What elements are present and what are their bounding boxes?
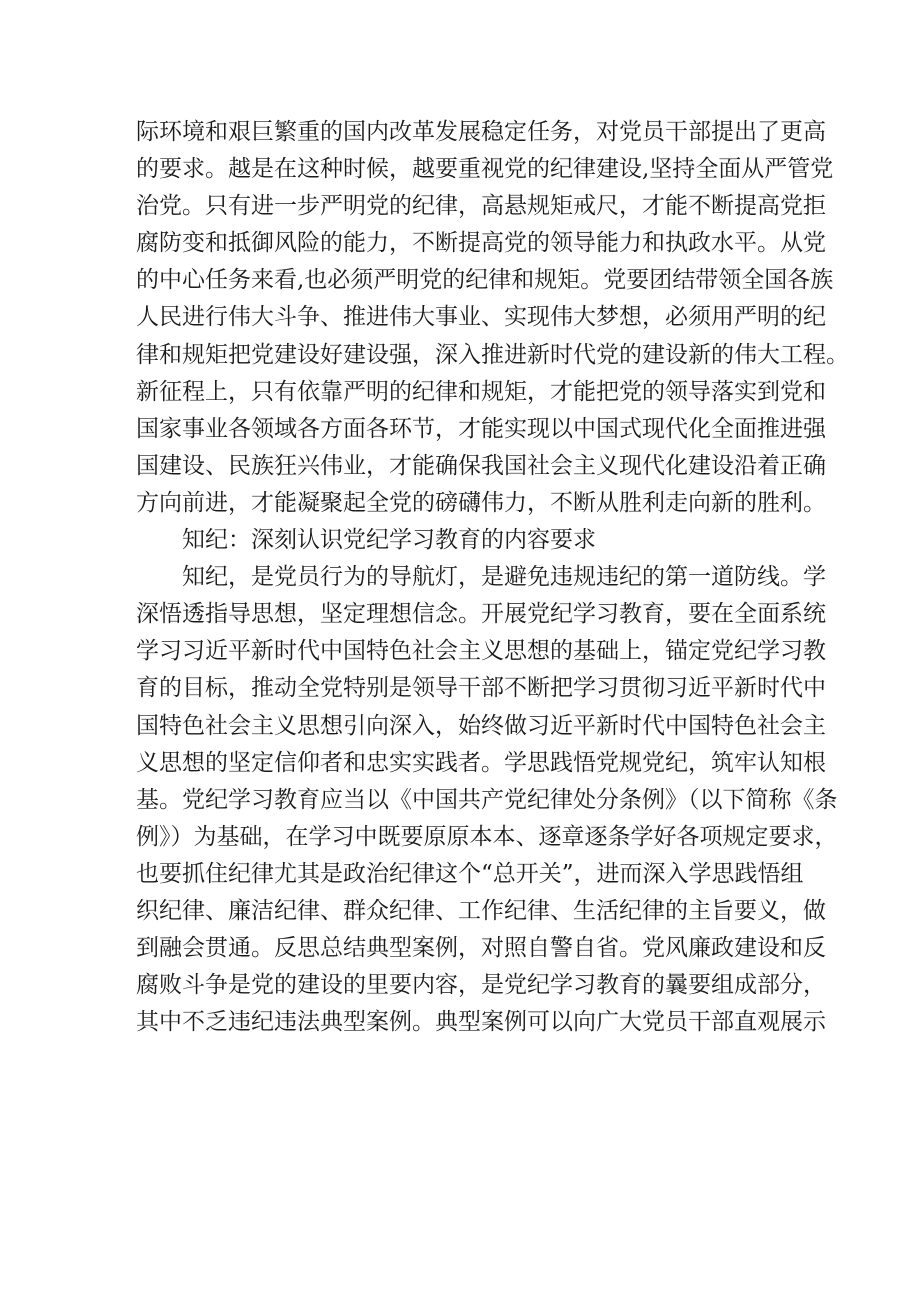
paragraph-first-line: 知纪，是党员行为的导航灯，是避免违规违纪的第一道防线。学 [182, 564, 826, 591]
text-line: 义思想的坚定信仰者和忠实实践者。学思践悟党规党纪，筑牢认知根 [136, 749, 826, 776]
text-line: 方向前进，才能凝聚起全党的磅礴伟力，不断从胜利走向新的胜利。 [136, 489, 826, 516]
text-line: 国家事业各领域各方面各环节，才能实现以中国式现代化全面推进强 [136, 415, 826, 442]
text-line: 基。党纪学习教育应当以《中国共产党纪律处分条例》（以下简称《条 [136, 786, 838, 813]
body-text [136, 114, 849, 1041]
text-line: 织纪律、廉洁纪律、群众纪律、工作纪律、生活纪律的主旨要义，做 [136, 897, 826, 924]
text-line: 腐败斗争是党的建设的里要内容，是党纪学习教育的曩要组成部分， [136, 972, 826, 999]
text-line: 的中心任务来看,也必须严明党的纪律和规矩。党要团结带领全国各族 [136, 267, 834, 294]
text-line: 育的目标，推动全党特别是领导干部不断把学习贯彻习近平新时代中 [136, 675, 826, 702]
text-line: 的要求。越是在这种时候，越要重视党的纪律建设,坚持全面从严管党 [136, 156, 834, 183]
text-line: 深悟透指导思想，坚定理想信念。开展党纪学习教育，要在全面系统 [136, 601, 826, 628]
text-line: 国特色社会主义思想引向深入，始终做习近平新时代中国特色社会主 [136, 712, 826, 739]
text-line: 到融会贯通。反思总结典型案例，对照自警自省。党风廉政建设和反 [136, 935, 826, 962]
text-line: 国建设、民族狂兴伟业，才能确保我国社会主义现代化建设沿着正确 [136, 452, 826, 479]
text-line: 也要抓住纪律尤其是政治纪律这个“总开关”，进而深入学思践悟组 [136, 860, 804, 887]
text-line: 际环境和艰巨繁重的国内改革发展稳定任务，对党员干部提出了更高 [136, 119, 826, 145]
text-line: 治党。只有进一步严明党的纪律，高悬规矩戒尺，才能不断提高党拒 [136, 193, 826, 220]
text-line: 律和规矩把党建设好建设强，深入推进新时代党的建设新的伟大工程。 [136, 341, 849, 368]
text-line: 其中不乏违纪违法典型案例。典型案例可以向广大党员干部直观展示 [136, 1009, 826, 1036]
text-line: 腐防变和抵御风险的能力，不断提高党的领导能力和执政水平。从党 [136, 230, 826, 257]
text-line: 学习习近平新时代中国特色社会主义思想的基础上，锚定党纪学习教 [136, 638, 826, 665]
text-line: 新征程上，只有依靠严明的纪律和规矩，才能把党的领导落实到党和 [136, 378, 826, 405]
section-heading: 知纪：深刻认识党纪学习教育的内容要求 [182, 527, 596, 554]
text-line: 人民进行伟大斗争、推进伟大事业、实现伟大梦想，必须用严明的纪 [136, 304, 826, 331]
text-line: 例》）为基础，在学习中既要原原本本、逐章逐条学好各项规定要求， [136, 823, 838, 850]
